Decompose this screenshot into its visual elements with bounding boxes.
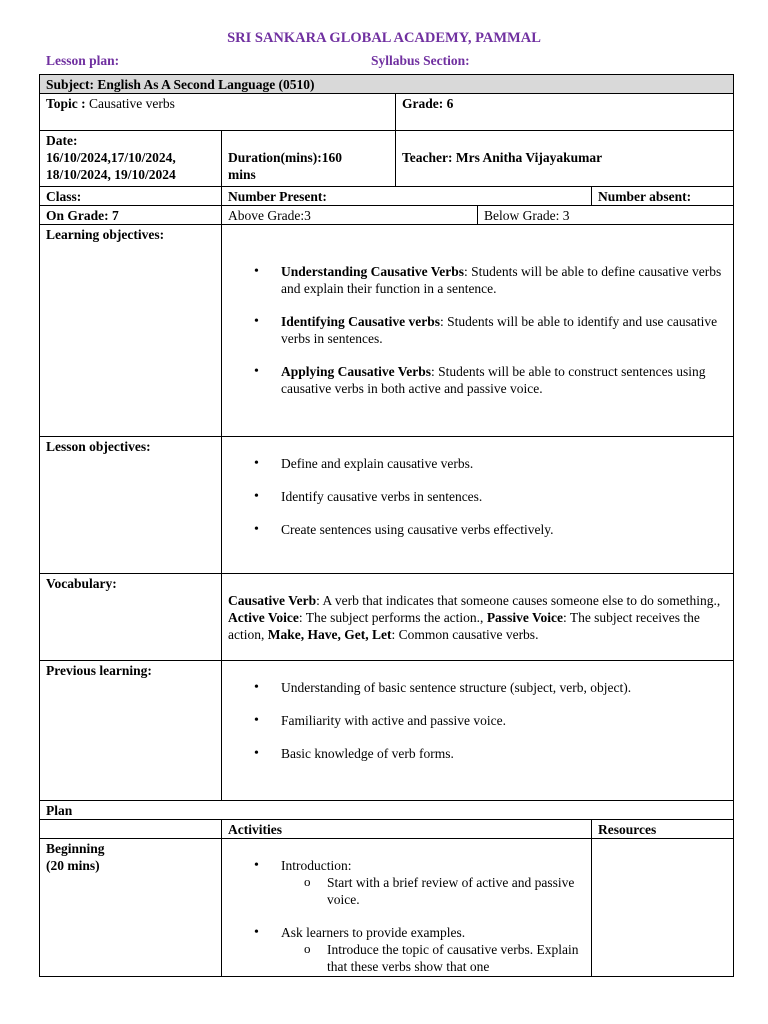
duration-line-1: Duration(mins):160 xyxy=(228,150,342,165)
below-grade-cell: Below Grade: 3 xyxy=(477,205,734,225)
resources-header: Resources xyxy=(591,819,734,839)
activity-item: • Ask learners to provide examples. o Introduce the topic of causative verbs. Explain that these verbs show that one xyxy=(274,924,585,975)
learning-objectives-label: Learning objectives: xyxy=(39,224,222,437)
school-name: SRI SANKARA GLOBAL ACADEMY, PAMMAL xyxy=(227,30,541,46)
duration-line-2: mins xyxy=(228,167,256,182)
learning-objective-item: • Applying Causative Verbs: Students will be able to construct sentences using causative verbs in both active and passive voice. xyxy=(274,363,729,397)
lesson-objective-item: • Identify causative verbs in sentences. xyxy=(274,488,727,505)
activity-sub-item: o Introduce the topic of causative verbs. Explain that these verbs show that one xyxy=(327,941,585,975)
vocabulary-label: Vocabulary: xyxy=(39,573,222,661)
previous-learning-item: • Familiarity with active and passive voice. xyxy=(274,712,727,729)
beginning-cell xyxy=(39,838,222,977)
beginning-duration: (20 mins) xyxy=(46,858,100,873)
syllabus-section-label: Syllabus Section: xyxy=(371,53,470,68)
teacher-cell: Teacher: Mrs Anitha Vijayakumar xyxy=(395,130,734,187)
date-line-1: 16/10/2024,17/10/2024, xyxy=(46,150,176,165)
topic-label: Topic : xyxy=(46,96,86,111)
activity-item: • Introduction: o Start with a brief review of active and passive voice. xyxy=(274,857,585,908)
topic-value: Causative verbs xyxy=(85,96,175,111)
lesson-plan-label: Lesson plan: xyxy=(46,53,120,68)
previous-learning-item: • Basic knowledge of verb forms. xyxy=(274,745,727,762)
previous-learning-label: Previous learning: xyxy=(39,660,222,801)
number-absent-label: Number absent: xyxy=(591,186,734,206)
subject-cell: Subject: English As A Second Language (0510) xyxy=(39,74,734,94)
above-grade-cell: Above Grade:3 xyxy=(221,205,478,225)
beginning-resources-cell xyxy=(591,838,734,977)
topic-cell xyxy=(39,93,396,131)
plan-label: Plan xyxy=(39,800,734,820)
lesson-objectives-cell xyxy=(221,436,734,574)
lesson-objectives-label: Lesson objectives: xyxy=(39,436,222,574)
vocabulary-cell: Causative Verb: A verb that indicates that someone causes someone else to do something., Active Voice: The subject performs the action., Passive Voice: The subject receives the action, Make, Have, Get, Let: Common causative verbs. xyxy=(221,573,734,661)
number-present-label: Number Present: xyxy=(221,186,592,206)
on-grade-cell: On Grade: 7 xyxy=(39,205,222,225)
plan-stage-header xyxy=(39,819,222,839)
duration-cell xyxy=(221,130,396,187)
activities-header: Activities xyxy=(221,819,592,839)
learning-objective-item: • Identifying Causative verbs: Students will be able to identify and use causative verbs in sentences. xyxy=(274,313,729,347)
lesson-objective-item: • Create sentences using causative verbs effectively. xyxy=(274,521,727,538)
learning-objective-item: • Understanding Causative Verbs: Students will be able to define causative verbs and explain their function in a sentence. xyxy=(274,263,729,297)
grade-cell: Grade: 6 xyxy=(395,93,734,131)
beginning-label: Beginning xyxy=(46,841,105,856)
date-line-2: 18/10/2024, 19/10/2024 xyxy=(46,167,176,182)
previous-learning-cell xyxy=(221,660,734,801)
previous-learning-item: • Understanding of basic sentence structure (subject, verb, object). xyxy=(274,679,727,696)
date-cell xyxy=(39,130,222,187)
class-label: Class: xyxy=(39,186,222,206)
beginning-activities-cell xyxy=(221,838,592,977)
learning-objectives-cell xyxy=(221,224,734,437)
activity-sub-item: o Start with a brief review of active and passive voice. xyxy=(327,874,585,908)
date-label: Date: xyxy=(46,133,78,148)
lesson-objective-item: • Define and explain causative verbs. xyxy=(274,455,727,472)
